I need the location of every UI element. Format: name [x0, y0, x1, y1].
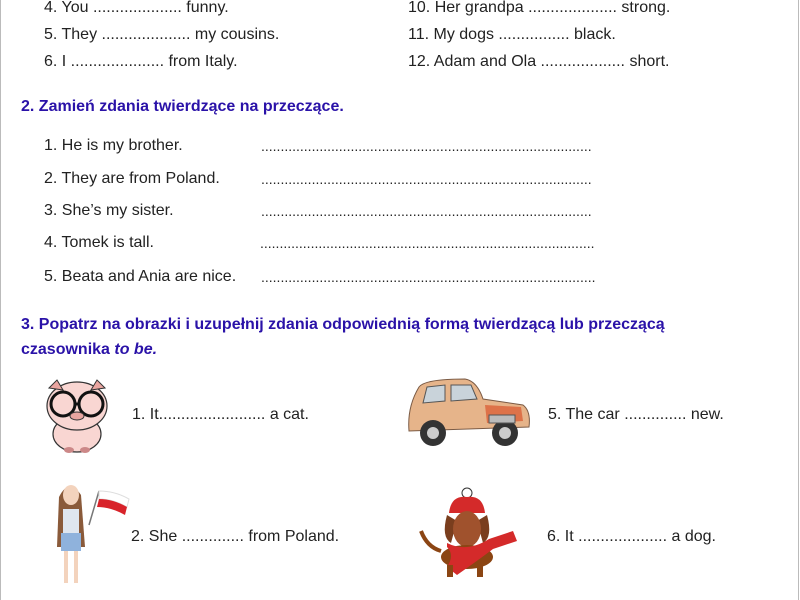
ex3-sentence-1: 1. It........................ a cat. [132, 406, 309, 423]
ex2-heading: 2. Zamień zdania twierdzące na przeczące. [21, 98, 344, 115]
ex3-heading-line2 [21, 341, 157, 359]
ex1-item-5: 5. They .................... my cousins. [44, 26, 280, 43]
ex2-sentence: 3. She’s my sister. [44, 202, 174, 219]
ex2-answer-line: ..................................................................................... [261, 203, 592, 219]
ex2-answer-line: ...................................................................................... [260, 235, 595, 251]
ex2-answer-line: ...................................................................................... [261, 269, 596, 285]
ex3-heading-line1: 3. Popatrz na obrazki i uzupełnij zdania odpowiednią formą twierdzącą lub przeczącą [21, 316, 665, 333]
ex2-sentence: 1. He is my brother. [44, 137, 183, 154]
pig-with-glasses-picture [41, 378, 113, 454]
ex3-heading-text: czasownika [21, 341, 115, 358]
ex2-sentence: 4. Tomek is tall. [44, 234, 154, 251]
ex1-item-6: 6. I ..................... from Italy. [44, 53, 238, 70]
ex1-item-12: 12. Adam and Ola ................... short. [408, 53, 670, 70]
ex1-item-4: 4. You .................... funny. [44, 0, 229, 16]
ex3-heading-italic: to be. [114, 341, 158, 358]
girl-with-polish-flag-picture [49, 477, 133, 587]
ex3-sentence-2: 2. She .............. from Poland. [131, 528, 340, 545]
ex3-sentence-5: 5. The car .............. new. [548, 406, 724, 423]
old-rusty-car-picture [405, 377, 533, 457]
dog-in-red-hat-and-scarf-picture [417, 487, 521, 579]
ex2-sentence: 5. Beata and Ania are nice. [44, 268, 237, 285]
ex1-item-10: 10. Her grandpa .................... strong. [408, 0, 671, 16]
ex2-sentence: 2. They are from Poland. [44, 170, 220, 187]
ex3-sentence-6: 6. It .................... a dog. [547, 528, 716, 545]
ex2-answer-line: ..................................................................................... [261, 171, 592, 187]
ex2-answer-line: ..................................................................................... [261, 138, 592, 154]
ex1-item-11: 11. My dogs ................ black. [408, 26, 616, 43]
